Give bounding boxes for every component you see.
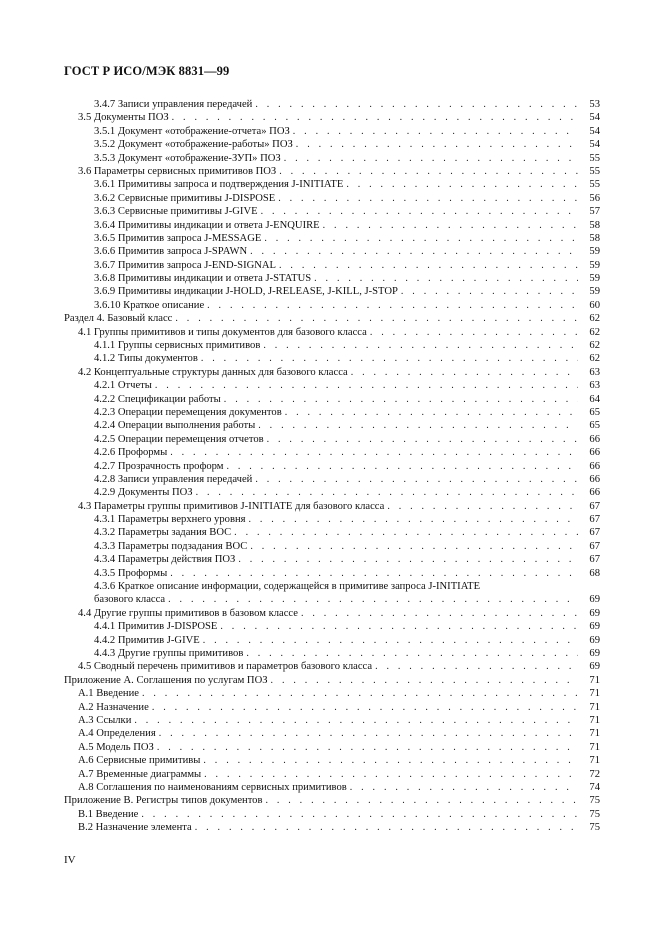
toc-entry <box>64 567 600 580</box>
toc-entry-title: В.1 Введение <box>78 808 139 820</box>
dot-leader <box>142 687 578 700</box>
toc-entry-page: 62 <box>589 313 600 325</box>
document-header: ГОСТ Р ИСО/МЭК 8831—99 <box>64 64 230 78</box>
dot-leader <box>220 620 578 633</box>
toc-entry-page: 66 <box>589 487 600 499</box>
toc-entry-title: А.2 Назначение <box>78 701 149 713</box>
dot-leader <box>134 714 578 727</box>
dot-leader <box>401 285 578 298</box>
toc-entry-page: 56 <box>589 192 600 204</box>
toc-entry-page: 68 <box>589 567 600 579</box>
toc-entry <box>64 527 600 540</box>
toc-entry-page: 62 <box>589 326 600 338</box>
toc-entry <box>64 111 600 124</box>
toc-entry-title: Приложение В. Регистры типов документов <box>64 795 263 807</box>
toc-entry-page: 59 <box>589 273 600 285</box>
toc-entry <box>64 727 600 740</box>
toc-entry <box>64 446 600 459</box>
toc-entry-page: 69 <box>589 648 600 659</box>
toc-entry-page: 62 <box>589 340 600 352</box>
toc-entry <box>64 165 600 178</box>
dot-leader <box>238 553 578 566</box>
toc-entry <box>64 674 600 687</box>
dot-leader <box>301 607 578 620</box>
dot-leader <box>170 567 578 580</box>
toc-entry-title: 4.4 Другие группы примитивов в базовом классе <box>78 607 298 619</box>
toc-entry-page: 54 <box>589 139 600 151</box>
toc-entry-title: 4.3.1 Параметры верхнего уровня <box>94 514 246 526</box>
toc-entry <box>64 406 600 419</box>
toc-entry-title: 3.6.3 Сервисные примитивы J-GIVE <box>94 206 258 218</box>
toc-entry-page: 59 <box>589 286 600 298</box>
dot-leader <box>203 754 578 767</box>
toc-entry-title: 3.6.9 Примитивы индикации J-HOLD, J-RELEASE, J-KILL, J-STOP <box>94 286 398 298</box>
dot-leader <box>271 674 578 687</box>
toc-entry <box>64 486 600 499</box>
toc-entry-title: 3.5.3 Документ «отображение-ЗУП» ПОЗ <box>94 152 281 164</box>
dot-leader <box>261 205 578 218</box>
toc-entry-page: 62 <box>589 353 600 365</box>
toc-entry <box>64 660 600 673</box>
toc-entry-title: 4.2.2 Спецификации работы <box>94 393 221 405</box>
toc-entry-title: 4.2.3 Операции перемещения документов <box>94 406 282 418</box>
toc-entry <box>64 205 600 218</box>
toc-entry-title: 4.2.4 Операции выполнения работы <box>94 420 256 432</box>
toc-entry-title: А.1 Введение <box>78 688 139 700</box>
toc-entry-title: 3.6 Параметры сервисных примитивов ПОЗ <box>78 165 277 177</box>
toc-entry-title: 3.4.7 Записи управления передачей <box>94 98 253 110</box>
dot-leader <box>152 701 578 714</box>
dot-leader <box>207 299 578 312</box>
toc-entry-title: 3.6.8 Примитивы индикации и ответа J-STATUS <box>94 273 312 285</box>
toc-entry <box>64 473 600 486</box>
toc-entry-title: 4.2.5 Операции перемещения отчетов <box>94 433 264 445</box>
toc-entry <box>64 593 600 606</box>
toc-entry <box>64 152 600 165</box>
toc-entry-title: 3.6.6 Примитив запроса J-SPAWN <box>94 246 248 258</box>
toc-entry <box>64 768 600 781</box>
dot-leader <box>284 152 578 165</box>
toc-entry <box>64 232 600 245</box>
toc-entry-page: 69 <box>589 621 600 633</box>
toc-entry-page: 64 <box>589 393 600 405</box>
toc-entry <box>64 299 600 312</box>
toc-entry-title: 4.2.8 Записи управления передачей <box>94 473 253 485</box>
toc-entry-page: 66 <box>589 473 600 485</box>
toc-entry-title: 4.2 Концептуальные структуры данных для базового класса <box>78 366 348 378</box>
toc-entry-page: 69 <box>589 594 600 606</box>
toc-entry-title: 4.3.6 Краткое описание информации, содержащейся в примитиве запроса J-INITIATE <box>94 581 481 593</box>
toc-entry-title: базового класса <box>94 594 166 606</box>
toc-entry <box>64 219 600 232</box>
dot-leader <box>248 513 578 526</box>
toc-entry <box>64 580 600 593</box>
dot-leader <box>279 165 578 178</box>
toc-entry-page: 55 <box>589 179 600 191</box>
toc-entry <box>64 393 600 406</box>
toc-entry <box>64 500 600 513</box>
dot-leader <box>375 660 578 673</box>
toc-entry-title: 4.4.2 Примитив J-GIVE <box>94 634 200 646</box>
toc-entry <box>64 647 600 660</box>
toc-entry-title: 3.6.5 Примитив запроса J-MESSAGE <box>94 232 262 244</box>
toc-entry-page: 67 <box>589 527 600 539</box>
toc-entry-title: 3.6.4 Примитивы индикации и ответа J-ENQUIRE <box>94 219 320 231</box>
dot-leader <box>255 473 578 486</box>
toc-entry <box>64 272 600 285</box>
toc-entry-page: 72 <box>589 768 600 780</box>
dot-leader <box>246 647 578 660</box>
toc-entry <box>64 808 600 821</box>
toc-entry-title: 4.4.3 Другие группы примитивов <box>94 648 244 659</box>
toc-entry <box>64 821 600 834</box>
dot-leader <box>370 326 578 339</box>
toc-entry-page: 69 <box>589 634 600 646</box>
toc-entry-title: 4.3.4 Параметры действия ПОЗ <box>94 554 236 566</box>
toc-entry-title: 4.1.2 Типы документов <box>94 353 198 365</box>
dot-leader <box>278 192 578 205</box>
toc-entry-title: В.2 Назначение элемента <box>78 822 192 834</box>
toc-entry-title: 3.6.1 Примитивы запроса и подтверждения J-INITIATE <box>94 179 344 191</box>
dot-leader <box>234 526 578 539</box>
dot-leader <box>170 446 578 459</box>
toc-entry-page: 74 <box>589 781 600 793</box>
toc-entry-title: А.7 Временные диаграммы <box>78 768 202 780</box>
dot-leader <box>159 727 578 740</box>
toc-entry-page: 71 <box>589 674 600 686</box>
dot-leader <box>226 460 578 473</box>
toc-entry-page: 63 <box>589 380 600 392</box>
toc-entry-page: 60 <box>589 299 600 311</box>
toc-entry <box>64 687 600 700</box>
toc-entry-title: 4.3.2 Параметры задания ВОС <box>94 527 232 539</box>
toc-entry-title: 4.3 Параметры группы примитивов J-INITIATE для базового класса <box>78 500 385 512</box>
toc-entry <box>64 366 600 379</box>
dot-leader <box>314 272 578 285</box>
dot-leader <box>323 219 578 232</box>
dot-leader <box>250 540 578 553</box>
toc-entry-page: 66 <box>589 460 600 472</box>
toc-entry <box>64 701 600 714</box>
toc-entry <box>64 352 600 365</box>
toc-entry-title: А.6 Сервисные примитивы <box>78 755 201 767</box>
toc-entry-page: 71 <box>589 701 600 713</box>
toc-entry-page: 69 <box>589 607 600 619</box>
dot-leader <box>265 794 578 807</box>
toc-entry-page: 67 <box>589 500 600 512</box>
toc-entry-title: 4.2.9 Документы ПОЗ <box>94 487 193 499</box>
dot-leader <box>175 312 578 325</box>
toc-entry-page: 75 <box>589 808 600 820</box>
dot-leader <box>279 259 578 272</box>
toc-entry-page: 59 <box>589 246 600 258</box>
toc-entry <box>64 607 600 620</box>
toc-entry-title: 3.5.2 Документ «отображение-работы» ПОЗ <box>94 139 293 151</box>
toc-entry-page: 54 <box>589 112 600 124</box>
page-number: IV <box>64 854 76 866</box>
toc-entry <box>64 714 600 727</box>
dot-leader <box>258 419 578 432</box>
toc-entry-title: 3.6.10 Краткое описание <box>94 299 205 311</box>
dot-leader <box>351 366 578 379</box>
dot-leader <box>293 125 578 138</box>
toc-entry-page: 67 <box>589 540 600 552</box>
dot-leader <box>155 379 578 392</box>
toc-entry-page: 67 <box>589 514 600 526</box>
toc-entry-title: 4.5 Сводный перечень примитивов и параметров базового класса <box>78 661 373 673</box>
toc-entry-title: 4.3.3 Параметры подзадания ВОС <box>94 540 248 552</box>
toc-entry <box>64 620 600 633</box>
toc-entry-page: 65 <box>589 420 600 432</box>
toc-entry-title: 4.1 Группы примитивов и типы документов для базового класса <box>78 326 367 338</box>
toc-entry-title: А.8 Соглашения по наименованиям сервисных примитивов <box>78 781 347 793</box>
toc-entry-page: 71 <box>589 728 600 740</box>
toc-entry <box>64 192 600 205</box>
toc-entry-page: 58 <box>589 219 600 231</box>
toc-entry-title: 3.5 Документы ПОЗ <box>78 112 169 124</box>
toc-entry <box>64 433 600 446</box>
toc-entry-page: 63 <box>589 366 600 378</box>
toc-entry <box>64 379 600 392</box>
dot-leader <box>263 339 578 352</box>
toc-entry-page: 55 <box>589 152 600 164</box>
toc-entry <box>64 98 600 111</box>
toc-entry-title: А.5 Модель ПОЗ <box>78 741 154 753</box>
toc-entry <box>64 419 600 432</box>
toc-entry-page: 71 <box>589 714 600 726</box>
toc-entry-title: 3.5.1 Документ «отображение-отчета» ПОЗ <box>94 125 290 137</box>
toc-entry <box>64 513 600 526</box>
toc-entry-page: 65 <box>589 406 600 418</box>
dot-leader <box>285 406 578 419</box>
toc-entry-title: 3.6.7 Примитив запроса J-END-SIGNAL <box>94 259 277 271</box>
toc-entry-page: 69 <box>589 661 600 673</box>
toc-entry <box>64 138 600 151</box>
dot-leader <box>267 433 578 446</box>
dot-leader <box>203 634 578 647</box>
dot-leader <box>250 245 578 258</box>
toc-entry-page: 71 <box>589 755 600 767</box>
dot-leader <box>204 768 578 781</box>
dot-leader <box>255 98 578 111</box>
toc-entry-page: 71 <box>589 688 600 700</box>
dot-leader <box>387 500 578 513</box>
dot-leader <box>172 111 578 124</box>
toc-entry-page: 58 <box>589 232 600 244</box>
toc-entry <box>64 259 600 272</box>
toc-entry-title: А.3 Ссылки <box>78 714 132 726</box>
dot-leader <box>346 178 578 191</box>
toc-entry-page: 54 <box>589 125 600 137</box>
toc-entry-title: Приложение А. Соглашения по услугам ПОЗ <box>64 674 268 686</box>
toc-entry-page: 55 <box>589 165 600 177</box>
toc-entry-page: 57 <box>589 206 600 218</box>
dot-leader <box>350 781 578 794</box>
toc-entry <box>64 460 600 473</box>
dot-leader <box>157 741 578 754</box>
toc-entry-title: 3.6.2 Сервисные примитивы J-DISPOSE <box>94 192 276 204</box>
toc-entry-page: 67 <box>589 554 600 566</box>
toc-entry <box>64 285 600 298</box>
toc-entry <box>64 553 600 566</box>
table-of-contents <box>64 98 600 834</box>
toc-entry <box>64 754 600 767</box>
toc-entry <box>64 326 600 339</box>
dot-leader <box>224 393 578 406</box>
toc-entry-page: 66 <box>589 433 600 445</box>
toc-entry <box>64 245 600 258</box>
dot-leader <box>201 352 578 365</box>
toc-entry-title: А.4 Определения <box>78 728 156 740</box>
toc-entry-title: 4.1.1 Группы сервисных примитивов <box>94 340 261 352</box>
toc-entry <box>64 125 600 138</box>
toc-entry <box>64 794 600 807</box>
dot-leader <box>195 821 578 834</box>
dot-leader <box>168 593 578 606</box>
toc-entry <box>64 634 600 647</box>
toc-entry-page: 53 <box>589 98 600 110</box>
toc-entry <box>64 312 600 325</box>
toc-entry <box>64 741 600 754</box>
toc-entry-title: 4.4.1 Примитив J-DISPOSE <box>94 621 218 633</box>
toc-entry-title: 4.3.5 Проформы <box>94 567 168 579</box>
toc-entry-page: 75 <box>589 795 600 807</box>
toc-entry <box>64 178 600 191</box>
toc-entry <box>64 339 600 352</box>
toc-entry-page: 71 <box>589 741 600 753</box>
dot-leader <box>141 808 578 821</box>
toc-entry-page: 66 <box>589 447 600 459</box>
toc-entry-page: 59 <box>589 259 600 271</box>
dot-leader <box>264 232 578 245</box>
toc-entry <box>64 781 600 794</box>
dot-leader <box>296 138 578 151</box>
dot-leader <box>196 486 578 499</box>
toc-entry-title: 4.2.1 Отчеты <box>94 380 152 392</box>
toc-entry <box>64 540 600 553</box>
toc-entry-page: 75 <box>589 822 600 834</box>
toc-entry-title: 4.2.6 Проформы <box>94 447 168 459</box>
toc-entry-title: 4.2.7 Прозрачность проформ <box>94 460 224 472</box>
toc-entry-title: Раздел 4. Базовый класс <box>64 313 173 325</box>
